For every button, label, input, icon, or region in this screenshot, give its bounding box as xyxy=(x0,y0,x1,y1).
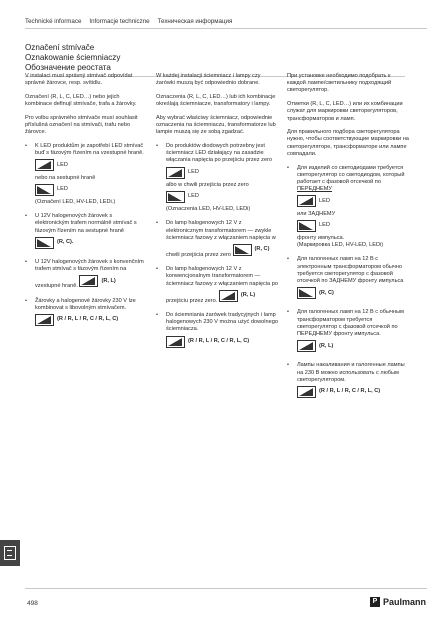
bullet-12v-conventional: • Для галогенных ламп на 12 В с обычным трансформатором требуется светорегулятор с фазовой отсечкой по ПЕРЕДНЕМУ фронту импульса. (R, L) xyxy=(287,309,409,355)
bullet-230v: • Žárovky a halogenové žárovky 230 V lze kombinovat s libovolným stmívačem. (R / R, L / R, C / R, L, C) xyxy=(25,298,147,330)
bullet-text: Do ściemniania żarówek tradycyjnych i lamp halogenowych 230 V można użyć dowolnego ściemniacza. xyxy=(166,311,278,333)
column-polish xyxy=(156,73,278,358)
dimmer-universal-icon xyxy=(35,314,54,326)
dimmer-universal-icon xyxy=(166,336,185,348)
marking-text: Označení (R, L, C, LED…) nebo jejich kombinace definují stmívače, trafa a žárovky. xyxy=(25,93,137,108)
or-text: nebo na sestupné hraně xyxy=(35,174,96,181)
dimmer-trailing-edge-icon xyxy=(297,220,316,232)
dimmer-universal-icon xyxy=(297,386,316,398)
pulse-text: фронту импульса. xyxy=(297,234,345,241)
page-header xyxy=(25,14,427,29)
title-cz: Označení stmívače xyxy=(25,43,95,52)
bullet-230v: • Do ściemniania żarówek tradycyjnych i lamp halogenowych 230 V można użyć dowolnego ściemniacza. (R / R, L / R, C / R, L, C) xyxy=(156,312,278,351)
marking-text: Oznaczenia (R, L, C, LED…) lub ich kombinacje określają ściemniacze, transformatory i lampy. xyxy=(156,93,276,108)
leading-edge-symbol: LED xyxy=(35,159,68,171)
bullet-text: Лампы накаливания и галогенные лампы на 230 В можно использовать с любым светорегулятором. xyxy=(297,362,405,383)
brand-name: Paulmann xyxy=(382,597,426,607)
dimmer-leading-edge-icon xyxy=(297,195,316,207)
dimmer-leading-edge-icon xyxy=(297,340,316,352)
or-text: или ЗАДНЕМУ xyxy=(297,210,336,217)
bullet-text: K LED produktům je zapotřebí LED stmívač buď s fázovým řízením na vzestupné hraně. xyxy=(35,142,144,157)
bullet-led xyxy=(25,143,147,206)
header-item-ru: Техническая информация xyxy=(157,17,233,25)
column-russian xyxy=(287,73,409,408)
dimmer-leading-edge-icon xyxy=(219,290,238,302)
bullet-12v-conventional: • Do lamp halogenowych 12 V z konwencjonalnym transformatorem — ściemniacz fazowy z włączaniem napięcia po przejściu przez zero. (R, L) xyxy=(156,266,278,304)
intro-text: W każdej instalacji ściemniacz i lampy czy żarówki muszą być odpowiednio dobrane. xyxy=(156,73,261,87)
header-item-pl: Informacje techniczne xyxy=(89,17,150,25)
bullet-text: U 12V halogenových žárovek s elektronickým trafem normálně stmívač s fázovým řízením na sestupné hraně xyxy=(35,213,137,234)
selection-text: Для правильного подбора светорегулятора нужно, чтобы соответствующие маркировки на светорегуляторе, трансформаторе или лампе совпадали. xyxy=(287,129,409,157)
brand-logo xyxy=(370,597,426,607)
dimmer-leading-edge-icon xyxy=(166,167,185,179)
front-edge-text: ПЕРЕДНЕМУ xyxy=(297,186,332,193)
bullet-12v-electronic: • U 12V halogenových žárovek s elektronickým trafem normálně stmívač s fázovým řízením na sestupné hraně (R, C). xyxy=(25,213,147,252)
brand-mark-icon: P xyxy=(370,597,380,607)
header-item-cz: Technické informace xyxy=(25,17,82,25)
bullet-230v: • Лампы накаливания и галогенные лампы на 230 В можно использовать с любым светорегулятором. (R / R, L / R, C / R, L, C) xyxy=(287,362,409,401)
selection-text: Aby wybrać właściwy ściemniacz, odpowiednie oznaczenia na ściemniaczu, transformatorze lub lampie muszą się ze sobą zgadzać. xyxy=(156,114,276,136)
document-tab[interactable] xyxy=(0,540,20,566)
dimmer-leading-edge-icon xyxy=(35,159,54,171)
bullet-12v-electronic: • Do lamp halogenowych 12 V z elektronicznym transformatorem — zwykle ściemniacz fazowy z włączaniem napięcia w chwili przejścia przez zero (R, C) xyxy=(156,220,276,258)
bullet-text: Žárovky a halogenové žárovky 230 V lze kombinovat s libovolným stmívačem. xyxy=(35,297,136,311)
dimmer-trailing-edge-icon xyxy=(297,287,316,299)
intro-text: При установке необходимо подобрать к каждой лампе/светильнику подходящий светорегулятор. xyxy=(287,73,392,94)
document-icon xyxy=(4,546,16,560)
bullet-dot: • xyxy=(25,142,27,149)
marking-note: (Oznaczenia LED, HV-LED, LEDi) xyxy=(166,206,251,213)
bullet-text: Do lamp halogenowych 12 V z elektronicznym transformatorem — zwykle ściemniacz fazowy z włączaniem napięcia w chwili przejścia przez zero xyxy=(166,220,276,258)
trailing-edge-symbol: LED xyxy=(35,184,68,196)
title-ru: Обозначение реостата xyxy=(25,63,111,72)
bullet-text: Для изделий со светодиодами требуется светорегулятор со светодиодом, который работает с фазовой отсечкой по xyxy=(297,164,405,185)
footer-divider xyxy=(25,588,427,589)
bullet-led: • Do produktów diodowych potrzebny jest ściemniacz LED działający na zasadzie włączania napięcia po przejściu przez zero LED albo w chwili przejścia przez zero LED (Oznaczenia LED, HV-LED, LEDi) xyxy=(156,143,278,213)
bullet-text: Do lamp halogenowych 12 V z konwencjonalnym transformatorem — ściemniacz fazowy z włączaniem napięcia po przejściu przez zero. xyxy=(166,266,278,304)
dimmer-trailing-edge-icon xyxy=(166,191,185,203)
bullet-text: Для галогенных ламп на 12 В с электронным трансформатором обычно требуется светорегулятор с фазовой отсечкой по ЗАДНЕМУ фронту импульса xyxy=(297,256,404,284)
dimmer-leading-edge-icon xyxy=(79,275,98,287)
marking-note: (Маркировка LED, HV-LED, LEDi) xyxy=(297,242,384,249)
section-titles xyxy=(25,43,405,77)
selection-text: Pro volbu správného stmívače musí souhlasit příslušná označení na stmívači, trafu nebo žárovce. xyxy=(25,114,138,136)
bullet-text: U 12V halogenových žárovek s konvenčním trafem stmívač s fázovým řízením na vzestupné hraně. xyxy=(35,258,144,290)
bullet-12v-conventional: • U 12V halogenových žárovek s konvenčním trafem stmívač s fázovým řízením na vzestupné hraně. (R, L) xyxy=(25,258,144,290)
or-text: albo w chwili przejścia przez zero xyxy=(166,181,249,188)
marking-text: Отметки (R, L, C, LED…) или их комбинации служат для маркировки светорегуляторов, трансформаторов и ламп. xyxy=(287,101,403,122)
column-czech xyxy=(25,73,147,336)
marking-note: (Označení LED, HV-LED, LEDi.) xyxy=(35,198,116,205)
dimmer-trailing-edge-icon xyxy=(233,244,252,256)
dimmer-trailing-edge-icon xyxy=(35,237,54,249)
bullet-text: Do produktów diodowych potrzebny jest ściemniacz LED działający na zasadzie włączania napięcia po przejściu przez zero xyxy=(166,142,273,164)
bullet-text: Для галогенных ламп на 12 В с обычным трансформатором требуется светорегулятор с фазовой отсечкой по ПЕРЕДНЕМУ фронту импульса. xyxy=(297,309,404,337)
page-number: 498 xyxy=(27,600,38,607)
intro-text: V instalaci musí správný stmívač odpovídat správné žárovce, resp. svítidlu. xyxy=(25,73,133,87)
title-pl: Oznakowanie ściemniaczy xyxy=(25,53,121,62)
dimmer-trailing-edge-icon xyxy=(35,184,54,196)
bullet-led: • Для изделий со светодиодами требуется светорегулятор со светодиодом, который работает с фазовой отсечкой по ПЕРЕДНЕМУ LED или ЗАДНЕМУ LED фронту импульса. (Маркировка LED, HV-LED, LEDi) xyxy=(287,165,409,250)
bullet-12v-electronic: • Для галогенных ламп на 12 В с электронным трансформатором обычно требуется светорегулятор с фазовой отсечкой по ЗАДНЕМУ фронту импульса (R, C) xyxy=(287,256,409,302)
